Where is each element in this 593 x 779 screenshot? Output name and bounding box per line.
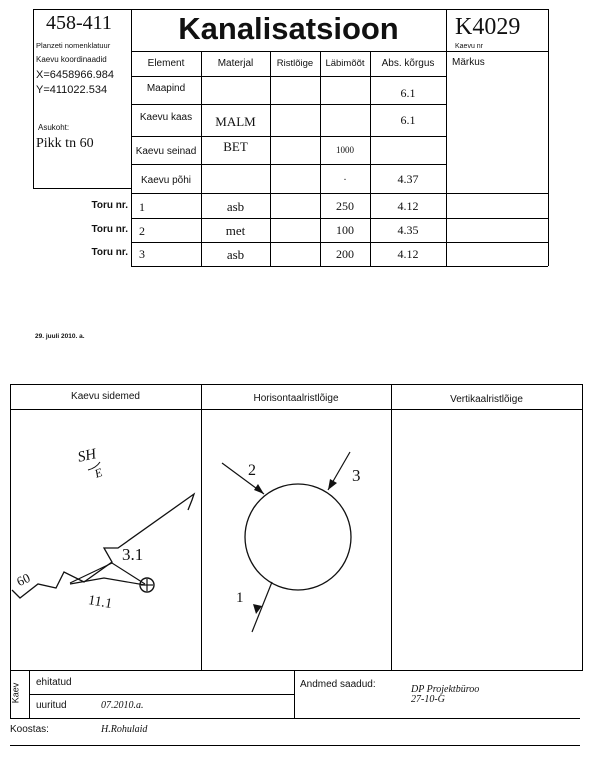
- table-row-material: MALM: [215, 114, 256, 129]
- panel-title-horizontal: Horisontaalristlõige: [253, 393, 339, 404]
- sketch-boundary-line: [12, 494, 194, 598]
- well-section-circle: [245, 484, 351, 590]
- surveyed-label: uuritud: [36, 700, 67, 711]
- address-label: Asukoht:: [38, 123, 70, 132]
- pipe-label: Toru nr.: [91, 247, 128, 258]
- pipe-label: Toru nr.: [91, 224, 128, 235]
- table-row-height: 6.1: [400, 86, 416, 100]
- table-row-height: 4.37: [397, 172, 419, 186]
- source-line-1: DP Projektbüroo: [411, 684, 480, 695]
- sketch-label-dim-left: 60: [14, 570, 33, 590]
- table-row-element: Kaevu põhi: [140, 175, 192, 186]
- pipe-material: asb: [226, 199, 245, 214]
- pipe-height: 4.12: [397, 247, 419, 261]
- pipe-material: met: [225, 223, 246, 238]
- compiler-label: Koostas:: [10, 724, 49, 735]
- pipe-number: 1: [139, 200, 145, 214]
- sketch-label-dim-bottom: 11.1: [86, 593, 114, 612]
- table-row-diameter: 1000: [336, 145, 354, 155]
- sketch-pipe-line: [70, 578, 145, 585]
- compiler-value: H.Rohulaid: [101, 724, 148, 735]
- pipe-height: 4.12: [397, 199, 419, 213]
- table-row-material: BET: [223, 139, 248, 154]
- sketch-label-e: E: [92, 465, 105, 481]
- table-row-element: Kaevu kaas: [139, 112, 193, 123]
- col-material: Materjal: [217, 58, 254, 69]
- coordinate-y: Y=411022.534: [36, 84, 108, 96]
- panel-title-vertical: Vertikaalristlõige: [450, 394, 523, 405]
- built-label: ehitatud: [36, 677, 72, 688]
- pipe-number: 2: [139, 224, 145, 238]
- pipe-height: 4.35: [397, 223, 419, 237]
- pipe-number: 3: [139, 247, 145, 261]
- pipe-diameter: 250: [336, 199, 354, 213]
- coordinate-x: X=6458966.984: [36, 69, 114, 81]
- pipe-label-3: 3: [352, 466, 361, 485]
- pipe-material: asb: [226, 247, 245, 262]
- sketch-label-dim-top: 3.1: [122, 545, 144, 564]
- address: Pikk tn 60: [36, 136, 94, 151]
- pipe-label: Toru nr.: [91, 200, 128, 211]
- pipe-3-arrow-icon: [328, 479, 337, 490]
- col-element: Element: [147, 58, 185, 69]
- coordinates-label: Kaevu koordinaadid: [36, 55, 107, 64]
- pipe-diameter: 200: [336, 247, 354, 261]
- well-label: Kaevu nr: [455, 43, 484, 50]
- col-remarks: Märkus: [452, 57, 485, 68]
- source-line-2: 27-10-G: [411, 694, 445, 705]
- table-row-diameter: .: [343, 172, 347, 183]
- source-label: Andmed saadud:: [300, 679, 376, 690]
- sheet-label: Planzeti nomenklatuur: [36, 41, 111, 50]
- table-row-element: Maapind: [146, 83, 186, 94]
- date-stamp: 29. juuli 2010. a.: [35, 333, 85, 340]
- page-title: Kanalisatsioon: [178, 11, 399, 46]
- pipe-2-arrow-icon: [254, 484, 264, 494]
- col-abs-height: Abs. kõrgus: [381, 58, 435, 69]
- pipe-label-1: 1: [236, 590, 244, 606]
- well-number: K4029: [455, 14, 521, 40]
- pipe-diameter: 100: [336, 223, 354, 237]
- col-cross-section: Ristlõige: [276, 58, 314, 69]
- table-row-element: Kaevu seinad: [135, 146, 197, 157]
- table-row-height: 6.1: [400, 113, 416, 127]
- footer-side-label: Kaev: [10, 682, 21, 704]
- sheet-number: 458-411: [46, 12, 112, 34]
- panel-title-connections: Kaevu sidemed: [71, 391, 140, 402]
- col-diameter: Läbimõõt: [325, 58, 365, 69]
- pipe-label-2: 2: [248, 462, 256, 479]
- surveyed-value: 07.2010.a.: [101, 700, 144, 711]
- sketch-label-north: SH: [76, 446, 98, 466]
